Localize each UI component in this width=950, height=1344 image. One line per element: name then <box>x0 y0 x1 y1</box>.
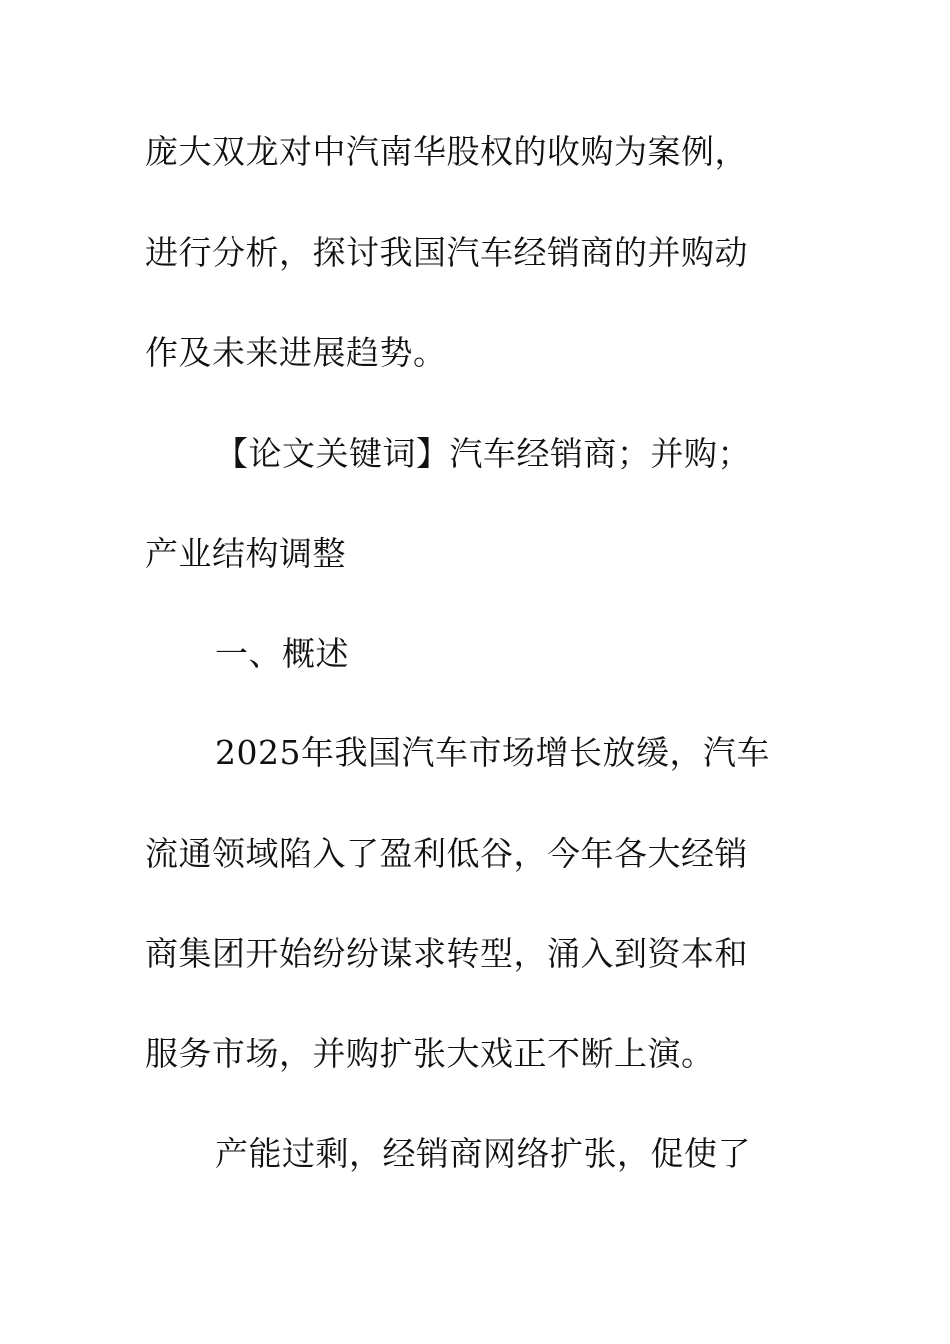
paragraph-1-line-3: 商集团开始纷纷谋求转型，涌入到资本和 <box>145 934 748 973</box>
abstract-line-3: 作及未来进展趋势。 <box>145 333 447 372</box>
paragraph-1-line-1: 2025年我国汽车市场增长放缓，汽车 <box>215 733 770 772</box>
paragraph-1-line-4: 服务市场，并购扩张大戏正不断上演。 <box>145 1034 715 1073</box>
paragraph-2-line-1: 产能过剩，经销商网络扩张，促使了 <box>215 1134 751 1173</box>
abstract-line-2: 进行分析，探讨我国汽车经销商的并购动 <box>145 233 748 272</box>
keywords-continuation: 产业结构调整 <box>145 534 346 573</box>
abstract-line-1: 庞大双龙对中汽南华股权的收购为案例， <box>145 132 748 171</box>
keywords-line: 【论文关键词】汽车经销商；并购； <box>215 434 751 473</box>
section-heading: 一、概述 <box>215 634 349 673</box>
paragraph-1-line-2: 流通领域陷入了盈利低谷，今年各大经销 <box>145 834 748 873</box>
